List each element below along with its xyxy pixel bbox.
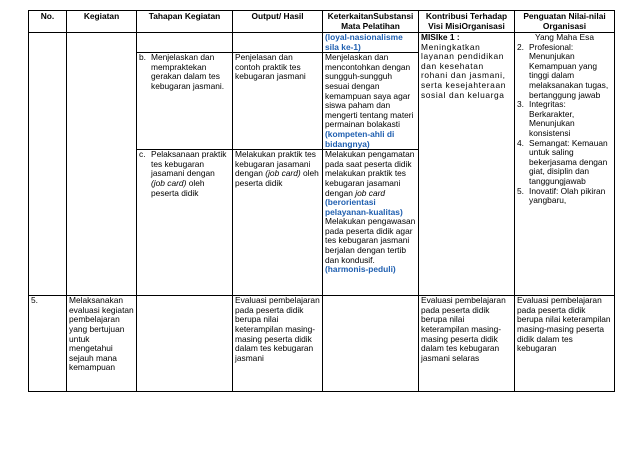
cell-tahapan: c. Pelaksanaan praktik tes kebugaran jasamani dengan (job card) oleh peserta didik	[137, 150, 233, 296]
cell-tahapan: b. Menjelaskan dan mempraktekan gerakan dalam tes kebugaran jasmani.	[137, 53, 233, 150]
tahapan-text: Menjelaskan dan mempraktekan gerakan dalam tes kebugaran jasmani.	[151, 52, 225, 91]
list-item: 4. Semangat: Kemauan untuk saling bekerjasama dengan giat, disiplin dan tanggungjawab	[517, 137, 608, 186]
cell-output: Evaluasi pembelajaran pada peserta didik berupa nilai keterampilan masing-masing peserta didik dalam tes kebugaran jasmani	[233, 296, 323, 392]
keterkaitan-text: Menjelaskan dan mencontohkan dengan sungguh-sungguh sesuai dengan kemampuan saya agar siswa paham dan mengerti tentang materi permainan bolakasti	[325, 52, 414, 130]
activity-table	[28, 10, 615, 392]
list-item: 2. Profesional: Menunjukan Kemampuan yang tinggi dalam melaksanakan tugas, bertanggung jawab	[517, 41, 609, 100]
list-item: 5. Inovatif: Olah pikiran yangbaru,	[517, 185, 606, 206]
cell-kegiatan: Melaksanakan evaluasi kegiatan pembelajaran yang bertujuan untuk mengetahui sejauh mana kemampuan	[67, 296, 137, 392]
keterkaitan-text: Melakukan pengamatan pada saat peserta didik melakukan praktik tes kebugaran jasamani dengan job card	[325, 149, 415, 198]
cell-tahapan	[137, 296, 233, 392]
value-label: (loyal-nasionalisme sila ke-1)	[325, 32, 403, 52]
header-keterkaitan: KeterkaitanSubstansi Mata Pelatihan	[323, 11, 419, 33]
value-label: (harmonis-peduli)	[325, 264, 396, 275]
cell-output: Melakukan praktik tes kebugaran jasamani dengan (job card) oleh peserta didik	[233, 150, 323, 296]
cell-output: Penjelasan dan contoh praktik tes kebugaran jasmani	[233, 53, 323, 150]
value-label: (berorientasi pelayanan-kualitas)	[325, 197, 403, 217]
misi-text: Meningkatkan layanan pendidikan dan kesehatan rohani dan jasmani, serta kesejahteraan sosial dan keluarga	[421, 41, 506, 100]
header-output: Output/ Hasil	[233, 11, 323, 33]
header-row	[29, 11, 615, 33]
keterkaitan-text: Melakukan pengawasan pada peserta didik agar tes kebugaran jasmani berjalan dengan tertib dan kondusif.	[325, 216, 416, 265]
penguatan-continuation: Yang Maha Esa	[535, 32, 594, 42]
header-no: No.	[29, 11, 67, 33]
cell-tahapan	[137, 33, 233, 53]
cell-no: 5.	[29, 296, 67, 392]
cell-keterkaitan	[323, 150, 419, 296]
header-tahapan: Tahapan Kegiatan	[137, 11, 233, 33]
tahapan-text: Pelaksanaan praktik tes kebugaran jasamani dengan (job card) oleh peserta didik	[151, 149, 227, 198]
cell-keterkaitan	[323, 33, 419, 53]
cell-kegiatan	[67, 33, 137, 53]
cell-kontribusi	[419, 33, 515, 296]
header-penguatan: Penguatan Nilai-nilai Organisasi	[515, 11, 615, 33]
cell-keterkaitan	[323, 53, 419, 150]
cell-kontribusi: Evaluasi pembelajaran pada peserta didik berupa nilai keterampilan masing-masing peserta didik dalam tes kebugaran jasmani selaras	[419, 296, 515, 392]
table-row	[29, 33, 615, 53]
cell-no	[29, 150, 67, 296]
list-item: 3. Integritas: Berkarakter, Menunjukan konsistensi	[517, 99, 575, 138]
cell-kegiatan	[67, 53, 137, 150]
document-page	[28, 10, 614, 392]
cell-kegiatan	[67, 150, 137, 296]
cell-penguatan	[515, 33, 615, 296]
cell-penguatan: Evaluasi pembelajaran pada peserta didik berupa nilai keterampilan masing-masing peserta didik dalam tes kebugaran	[515, 296, 615, 392]
header-kegiatan: Kegiatan	[67, 11, 137, 33]
cell-keterkaitan	[323, 296, 419, 392]
cell-output	[233, 33, 323, 53]
misi-title: MISIke 1 :	[421, 32, 460, 42]
cell-no	[29, 33, 67, 53]
value-label: (kompeten-ahli di bidangnya)	[325, 128, 395, 149]
header-kontribusi: Kontribusi Terhadap Visi MisiOrganisasi	[419, 11, 515, 33]
cell-no	[29, 53, 67, 150]
table-row	[29, 296, 615, 392]
